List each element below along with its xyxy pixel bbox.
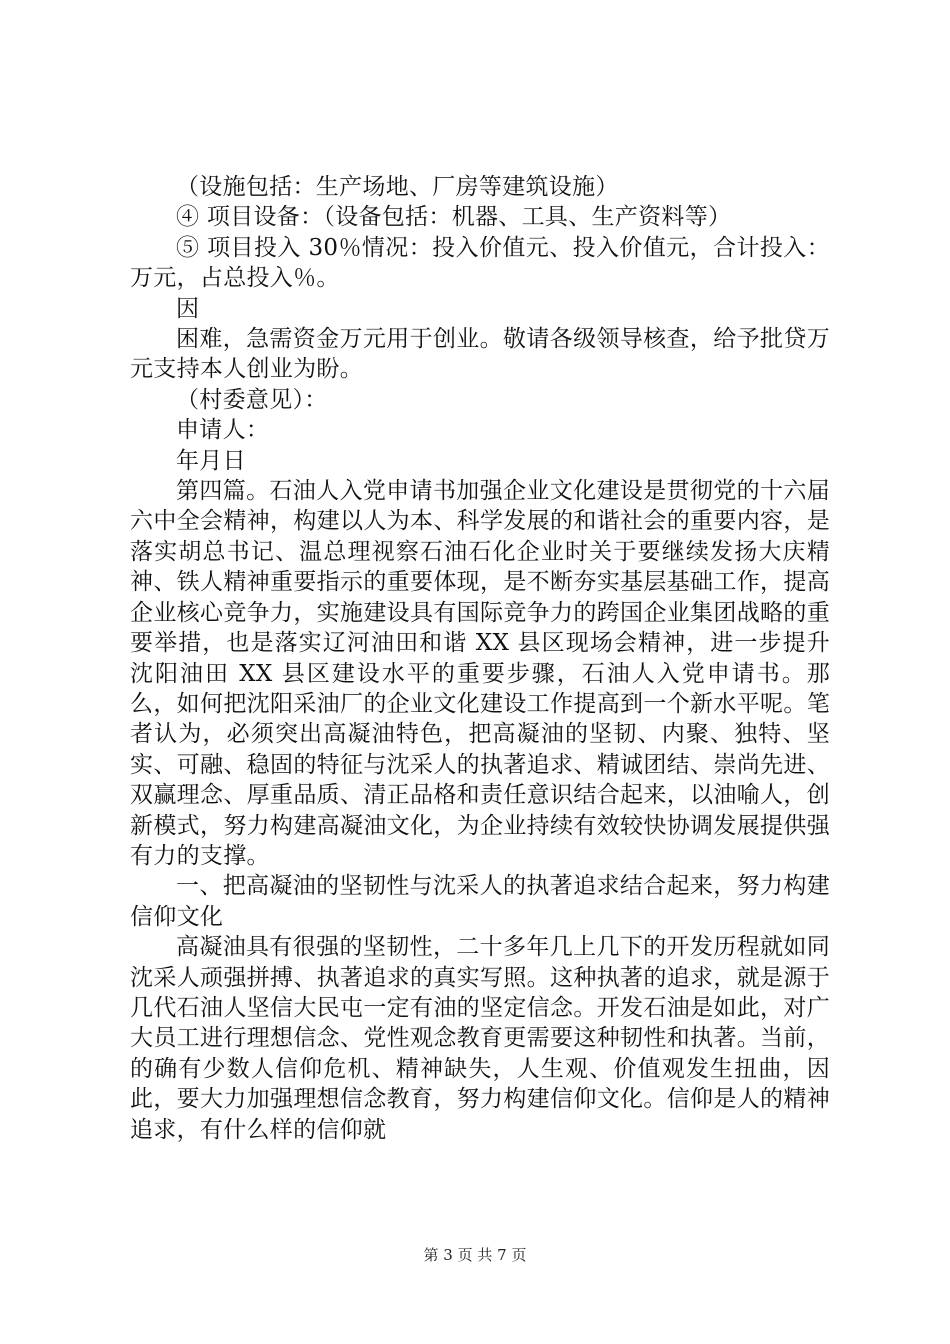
section-heading-one: 一、把高凝油的坚韧性与沈采人的执著追求结合起来，努力构建信仰文化 <box>130 873 830 930</box>
paragraph-part-four: 第四篇。石油人入党申请书加强企业文化建设是贯彻党的十六届六中全会精神，构建以人为本、科学发展的和谐社会的重要内容，是落实胡总书记、温总理视察石油石化企业时关于要继续发扬大庆精神、铁人精神重要指示的重要体现，是不断夯实基层基础工作，提高企业核心竞争力，实施建设具有国际竞争力的跨国企业集团战略的重要举措，也是落实辽河油田和谐 XX 县区现场会精神，进一步提升沈阳油田 XX 县区建设水平的重要步骤，石油人入党申请书。那么，如何把沈阳采油厂的企业文化建设工作提高到一个新水平呢。笔者认为，必须突出高凝油特色，把高凝油的坚韧、内聚、独特、坚实、可融、稳固的特征与沈采人的执著追求、精诚团结、崇尚先进、双赢理念、厚重品质、清正品格和责任意识结合起来，以油喻人，创新模式，努力构建高凝油文化，为企业持续有效较快协调发展提供强有力的支撑。 <box>130 478 830 869</box>
paragraph-applicant: 申请人： <box>176 417 270 444</box>
document-body <box>130 172 830 1145</box>
paragraph-difficulty: 困难，急需资金万元用于创业。敬请各级领导核查，给予批贷万元支持本人创业为盼。 <box>130 326 830 383</box>
paragraph-toughness: 高凝油具有很强的坚韧性，二十多年几上几下的开发历程就如同沈采人顽强拼搏、执著追求的真实写照。这种执著的追求，就是源于几代石油人坚信大民屯一定有油的坚定信念。开发石油是如此，对广大员工进行理想信念、党性观念教育更需要这种韧性和执著。当前，的确有少数人信仰危机、精神缺失，人生观、价值观发生扭曲，因此，要大力加强理想信念教育，努力构建信仰文化。信仰是人的精神追求，有什么样的信仰就 <box>130 934 830 1143</box>
paragraph-date: 年月日 <box>176 447 246 474</box>
paragraph-facilities: （设施包括：生产场地、厂房等建筑设施） <box>176 174 619 200</box>
paragraph-investment: ⑤ 项目投入 30％情况：投入价值元、投入价值元，合计投入：万元，占总投入％。 <box>130 234 830 292</box>
paragraph-village-opinion: （村委意见）： <box>176 386 328 413</box>
paragraph-equipment: ④ 项目设备：（设备包括：机器、工具、生产资料等） <box>176 204 732 231</box>
page-footer: 第 3 页 共 7 页 <box>423 1246 527 1264</box>
paragraph-reason: 因 <box>176 295 200 322</box>
